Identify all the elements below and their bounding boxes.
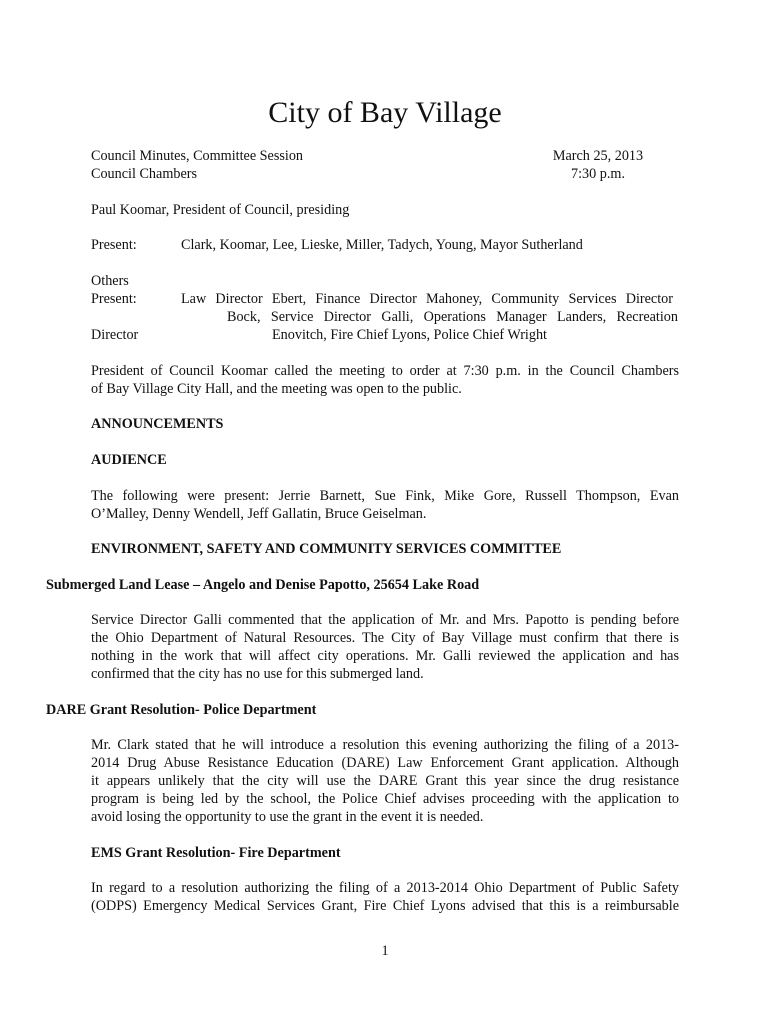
- heading-committee: ENVIRONMENT, SAFETY AND COMMUNITY SERVICES COMMITTEE: [91, 541, 562, 557]
- ems-line-2: (ODPS) Emergency Medical Services Grant, Fire Chief Lyons advised that this is a reimbursable: [91, 898, 679, 914]
- page-title: City of Bay Village: [268, 96, 502, 129]
- call-to-order-line-1: President of Council Koomar called the meeting to order at 7:30 p.m. in the Council Chambers: [91, 363, 679, 379]
- present-label: Present:: [91, 237, 137, 253]
- audience-line-1: The following were present: Jerrie Barnett, Sue Fink, Mike Gore, Russell Thompson, Evan: [91, 488, 679, 504]
- session-type: Council Minutes, Committee Session: [91, 148, 304, 164]
- dare-line-3: it appears unlikely that the city will use the DARE Grant this year since the drug resistance: [91, 773, 679, 789]
- heading-audience: AUDIENCE: [91, 452, 167, 468]
- land-lease-line-4: confirmed that the city has no use for this submerged land.: [91, 666, 424, 682]
- ems-line-1: In regard to a resolution authorizing the filing of a 2013-2014 Ohio Department of Public Safety: [91, 880, 679, 896]
- call-to-order-line-2: of Bay Village City Hall, and the meeting was open to the public.: [91, 381, 462, 397]
- dare-line-1: Mr. Clark stated that he will introduce a resolution this evening authorizing the filing of a 2013-: [91, 737, 679, 753]
- heading-ems: EMS Grant Resolution- Fire Department: [91, 845, 341, 861]
- audience-line-2: O’Malley, Denny Wendell, Jeff Gallatin, Bruce Geiselman.: [91, 506, 427, 522]
- others-director-label: Director: [91, 327, 139, 343]
- session-date: March 25, 2013: [552, 148, 644, 164]
- others-present-label: Present:: [91, 291, 137, 307]
- land-lease-line-3: nothing in the work that will affect city operations. Mr. Galli reviewed the application and has: [91, 648, 679, 664]
- page-number: 1: [381, 943, 389, 959]
- dare-line-5: avoid losing the opportunity to use the grant in the event it is needed.: [91, 809, 484, 825]
- present-names: Clark, Koomar, Lee, Lieske, Miller, Tadych, Young, Mayor Sutherland: [181, 237, 583, 253]
- session-location: Council Chambers: [91, 166, 197, 182]
- others-label: Others: [91, 273, 129, 289]
- others-line-3: Enovitch, Fire Chief Lyons, Police Chief Wright: [272, 327, 547, 343]
- others-line-2: Bock, Service Director Galli, Operations Manager Landers, Recreation: [227, 309, 678, 325]
- session-time: 7:30 p.m.: [571, 166, 625, 182]
- land-lease-line-1: Service Director Galli commented that the application of Mr. and Mrs. Papotto is pending before: [91, 612, 679, 628]
- dare-line-4: program is being led by the school, the Police Chief advises proceeding with the application to: [91, 791, 679, 807]
- dare-line-2: 2014 Drug Abuse Resistance Education (DARE) Law Enforcement Grant application. Although: [91, 755, 679, 771]
- presiding-line: Paul Koomar, President of Council, presiding: [91, 202, 350, 218]
- heading-announcements: ANNOUNCEMENTS: [91, 416, 224, 432]
- heading-land-lease: Submerged Land Lease – Angelo and Denise Papotto, 25654 Lake Road: [46, 577, 480, 593]
- others-line-1: Law Director Ebert, Finance Director Mahoney, Community Services Director: [181, 291, 673, 307]
- heading-dare: DARE Grant Resolution- Police Department: [46, 702, 317, 718]
- land-lease-line-2: the Ohio Department of Natural Resources. The City of Bay Village must confirm that there is: [91, 630, 679, 646]
